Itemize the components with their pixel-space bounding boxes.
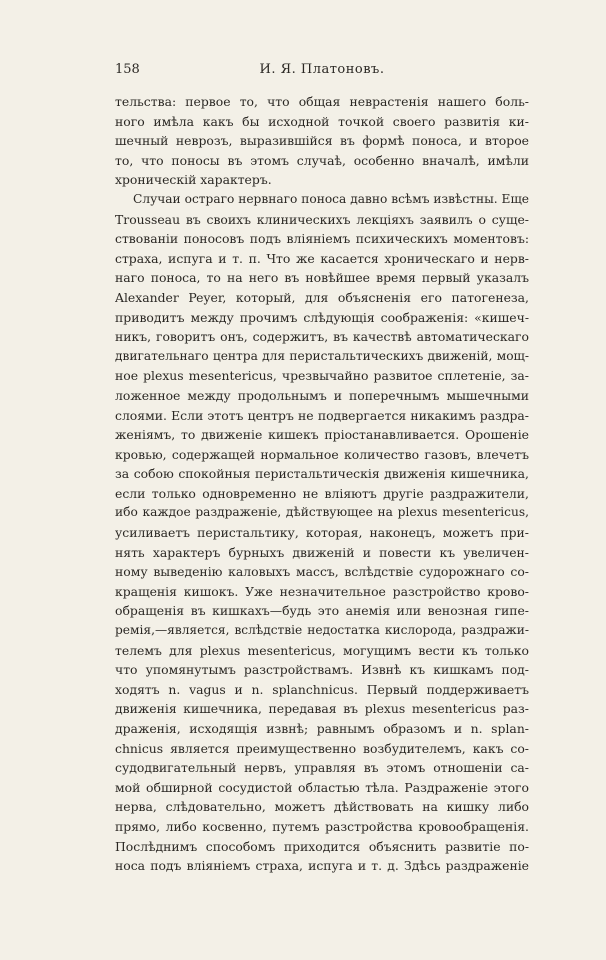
text-line: Послѣднимъ способомъ приходится объяснить развитіе по- bbox=[115, 838, 529, 854]
text-line: chnicus является преимущественно возбудителемъ, какъ со- bbox=[115, 740, 529, 756]
page-header bbox=[115, 62, 529, 80]
text-line: Trousseau въ своихъ клиническихъ лекціяхъ заявилъ о суще- bbox=[115, 211, 529, 227]
text-line: телемъ для plexus mesentericus, могущимъ вести къ только bbox=[115, 642, 529, 658]
text-line: судодвигательный нервъ, управляя въ этомъ отношеніи са- bbox=[115, 760, 529, 776]
text-line: страха, испуга и т. п. Что же касается хроническаго и нерв- bbox=[115, 250, 529, 266]
text-line: ное plexus mesentericus, чрезвычайно развитое сплетеніе, за- bbox=[115, 368, 529, 384]
text-line: что упомянутымъ разстройствамъ. Извнѣ къ кишкамъ под- bbox=[115, 662, 529, 678]
text-line: шечный неврозъ, выразившійся въ формѣ поноса, и второе bbox=[115, 133, 529, 149]
text-line: Alexander Peyer, который, для объясненія его патогенеза, bbox=[115, 289, 529, 305]
page-number: 158 bbox=[115, 62, 140, 77]
text-line: мой обширной сосудистой областью тѣла. Раздраженіе этого bbox=[115, 779, 529, 795]
text-line: если только одновременно не вліяютъ другіе раздражители, bbox=[115, 485, 529, 501]
running-title: И. Я. Платоновъ. bbox=[259, 62, 385, 77]
text-line: Случаи остраго нервнаго поноса давно всѣмъ извѣстны. Еще bbox=[133, 191, 529, 206]
text-line: ходятъ n. vagus и n. splanchnicus. Первый поддерживаетъ bbox=[115, 681, 529, 697]
text-line: ному выведенію каловыхъ массъ, вслѣдствіе судорожнаго со- bbox=[115, 564, 529, 580]
text-line: прямо, либо косвенно, путемъ разстройства кровообращенія. bbox=[115, 818, 529, 834]
text-line: наго поноса, то на него въ новѣйшее время первый указалъ bbox=[115, 270, 529, 286]
text-line: усиливаетъ перистальтику, которая, наконецъ, можетъ при- bbox=[115, 525, 529, 541]
text-line: нять характеръ бурныхъ движеній и повести къ увеличен- bbox=[115, 544, 529, 560]
text-line: ложенное между продольнымъ и поперечнымъ мышечными bbox=[115, 387, 529, 403]
text-line: двигательнаго центра для перистальтическихъ движеній, мощ- bbox=[115, 348, 529, 363]
text-line: ного имѣла какъ бы исходной точкой своего развитія ки- bbox=[115, 113, 529, 129]
text-line: движенія кишечника, передавая въ plexus mesentericus раз- bbox=[115, 701, 529, 717]
text-line: никъ, говоритъ онъ, содержитъ, въ качествѣ автоматическаго bbox=[115, 329, 529, 345]
text-line: ствованіи поносовъ подъ вліяніемъ психическихъ моментовъ: bbox=[115, 231, 529, 247]
text-line: носа подъ вліяніемъ страха, испуга и т. д. Здѣсь раздраженіе bbox=[115, 858, 529, 874]
text-line: ремія,—является, вслѣдствіе недостатка кислорода, раздражи- bbox=[115, 623, 529, 638]
text-line: драженія, исходящія извнѣ; равнымъ образомъ и n. splan- bbox=[115, 721, 529, 736]
page-body-text bbox=[115, 92, 529, 876]
text-line: ибо каждое раздраженіе, дѣйствующее на plexus mesentericus, bbox=[115, 505, 529, 520]
text-line: то, что поносы въ этомъ случаѣ, особенно вначалѣ, имѣли bbox=[115, 152, 529, 168]
text-line: приводитъ между прочимъ слѣдующія соображенія: «кишеч- bbox=[115, 309, 529, 325]
text-line: тельства: первое то, что общая неврастенія нашего боль- bbox=[115, 94, 529, 109]
text-line: нерва, слѣдовательно, можетъ дѣйствовать на кишку либо bbox=[115, 799, 529, 815]
text-line: кращенія кишокъ. Уже незначительное разстройство крово- bbox=[115, 583, 529, 599]
text-line: кровью, содержащей нормальное количество газовъ, влечетъ bbox=[115, 446, 529, 462]
text-line: слоями. Если этотъ центръ не подвергается никакимъ раздра- bbox=[115, 407, 529, 423]
text-line: за собою спокойныя перистальтическія движенія кишечника, bbox=[115, 466, 529, 482]
text-line: хроническій характеръ. bbox=[115, 172, 272, 188]
text-line: женіямъ, то движеніе кишекъ пріостанавливается. Орошеніе bbox=[115, 427, 529, 443]
text-line: обращенія въ кишкахъ—будь это анемія или венозная гипе- bbox=[115, 603, 529, 619]
